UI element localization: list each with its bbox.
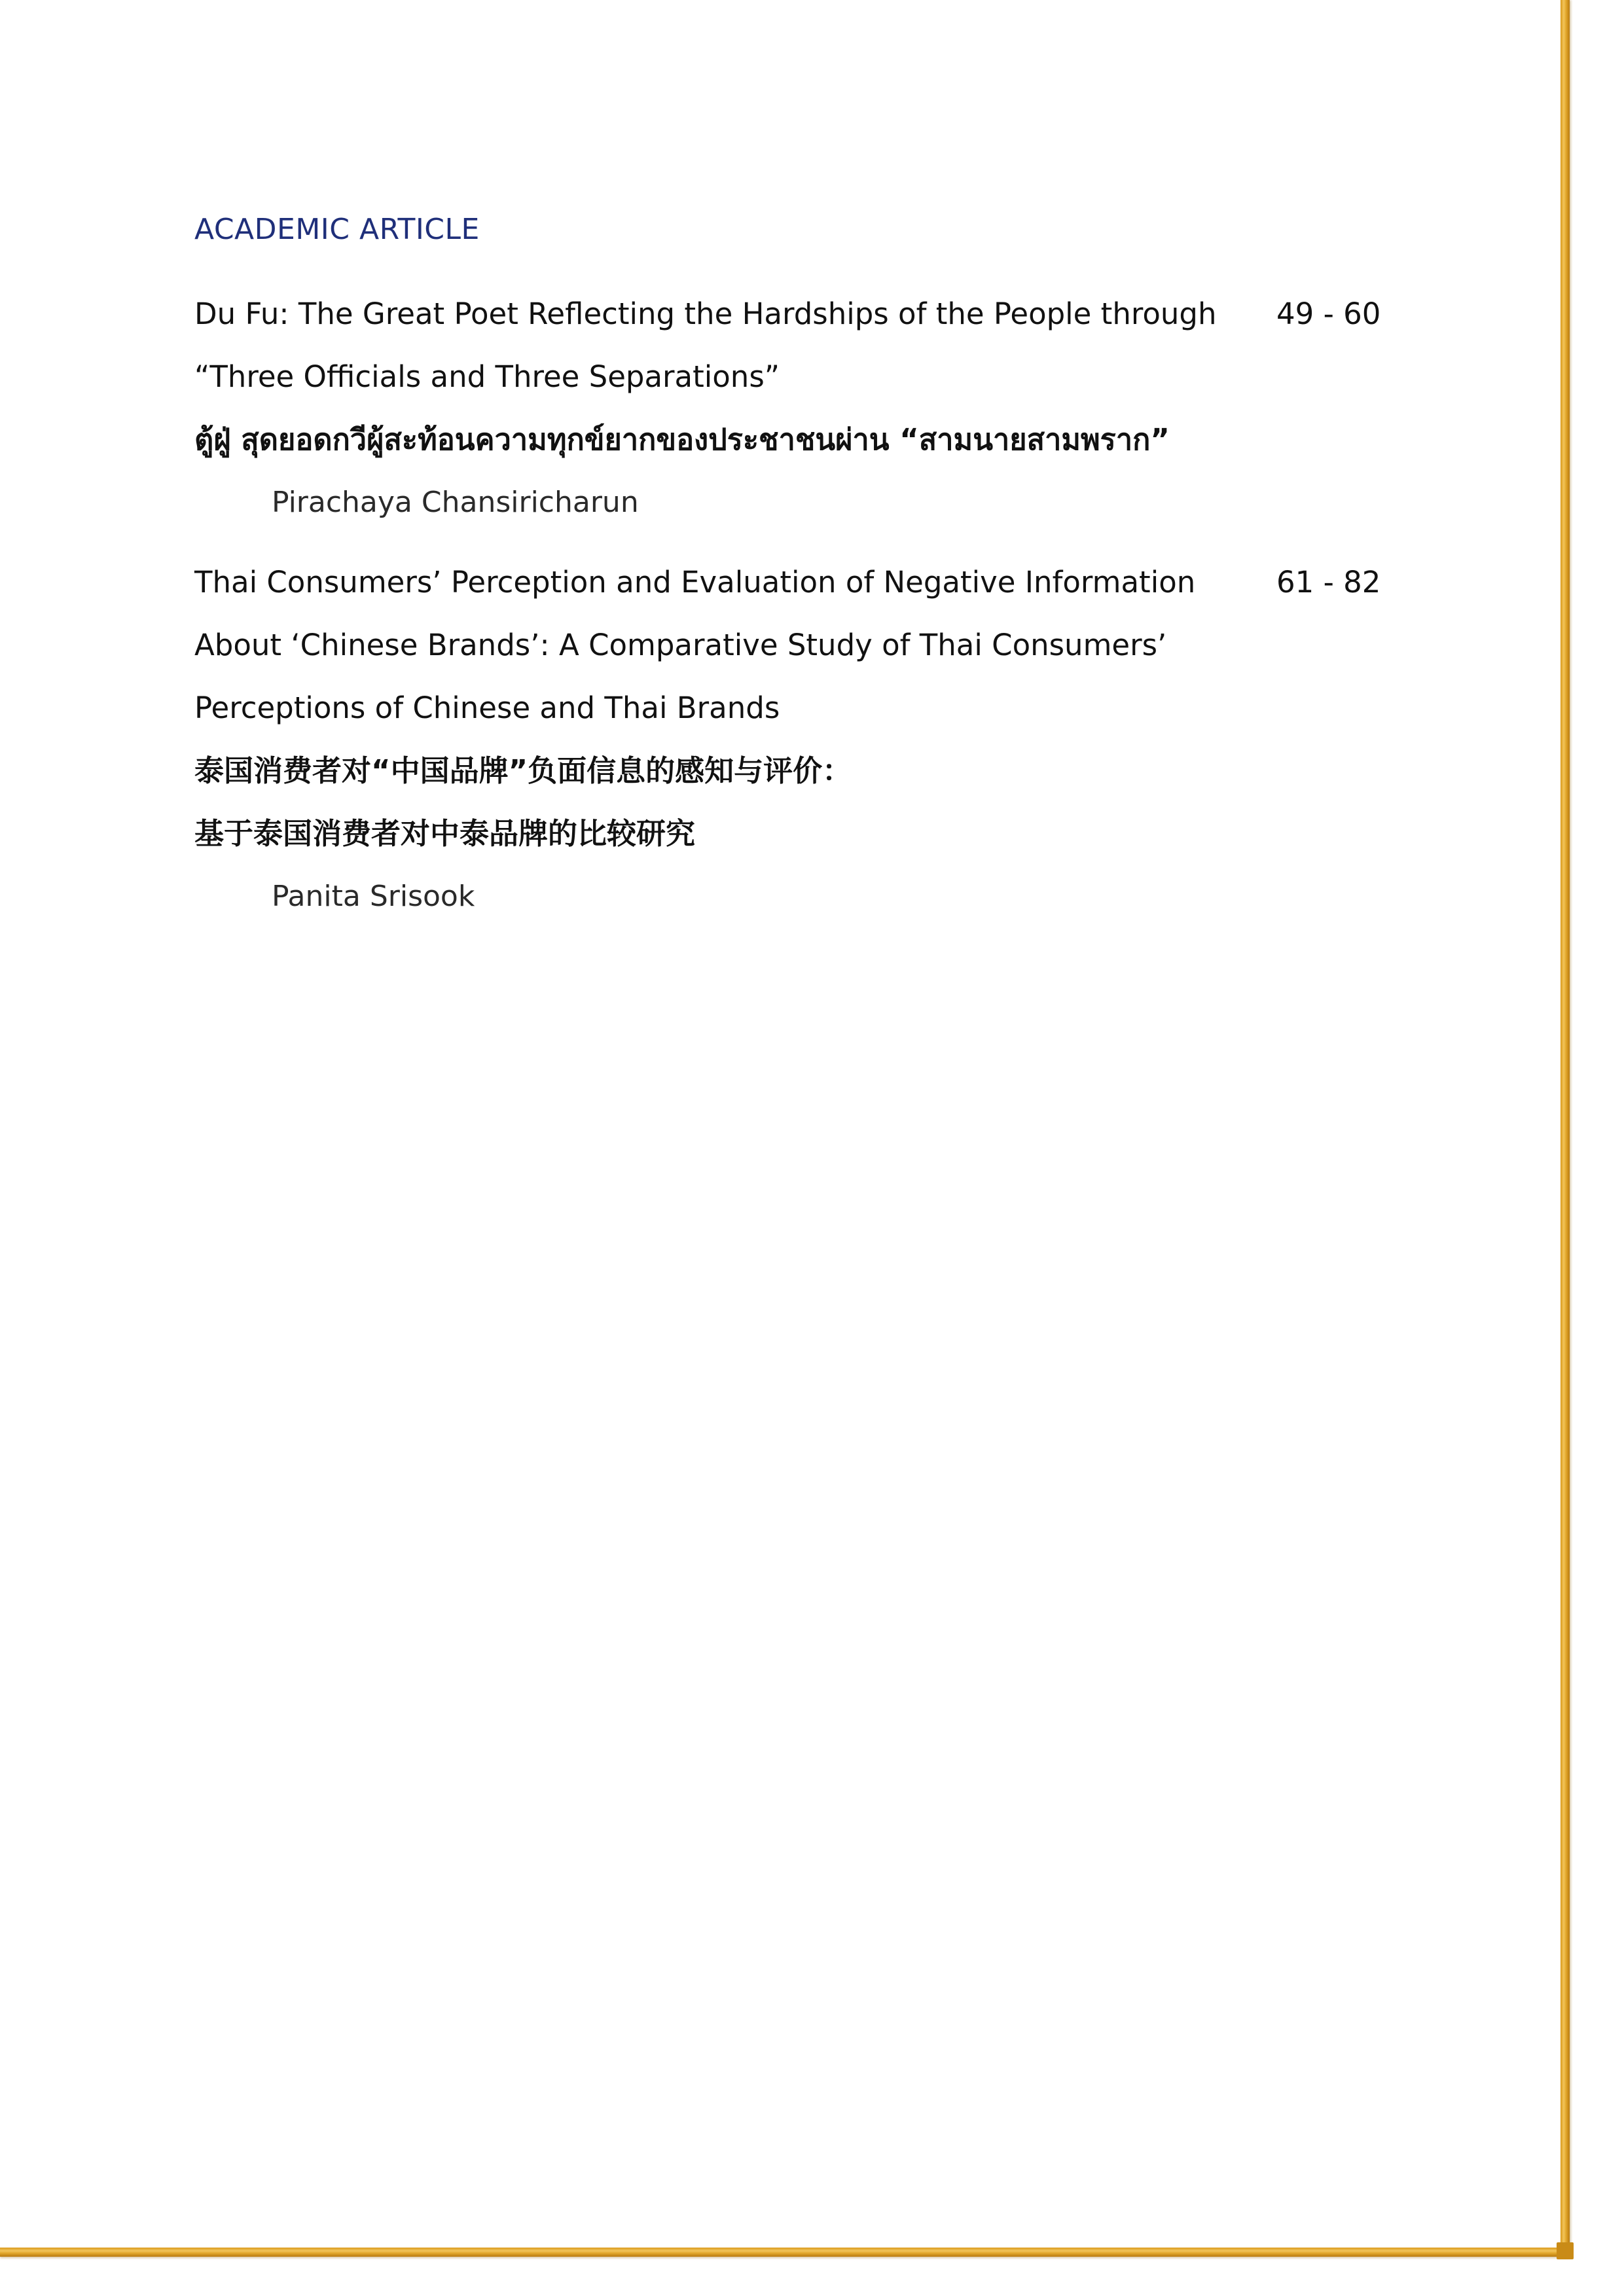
article-1-title-line-2: “Three Officials and Three Separations” [194,359,780,394]
article-1-pages: 49 - 60 [1276,296,1381,331]
article-1-thai-title: ตู้ฝู่ สุดยอดกวีผู้สะท้อนความทุกข์ยากของประชาชนผ่าน “สามนายสามพราก” [194,422,1170,457]
article-2-title-line-1: Thai Consumers’ Perception and Evaluation of Negative Information [194,565,1196,600]
article-2-author: Panita Srisook [272,880,475,913]
page-border-corner [1557,2242,1574,2259]
article-2-title-line-2: About ‘Chinese Brands’: A Comparative Study of Thai Consumers’ [194,628,1167,662]
article-2-chinese-title-line-1: 泰国消费者对“中国品牌”负面信息的感知与评价： [194,753,852,788]
article-2-title-line-3: Perceptions of Chinese and Thai Brands [194,691,780,725]
page-border-bottom [0,2248,1570,2257]
article-1-author: Pirachaya Chansiricharun [272,486,639,519]
article-2-pages: 61 - 82 [1276,565,1381,600]
article-1-title-line-1: Du Fu: The Great Poet Reflecting the Hardships of the People through [194,296,1217,331]
page-border-right [1561,0,1570,2257]
section-heading: ACADEMIC ARTICLE [194,213,480,246]
article-2-chinese-title-line-2: 基于泰国消费者对中泰品牌的比较研究 [194,816,696,851]
